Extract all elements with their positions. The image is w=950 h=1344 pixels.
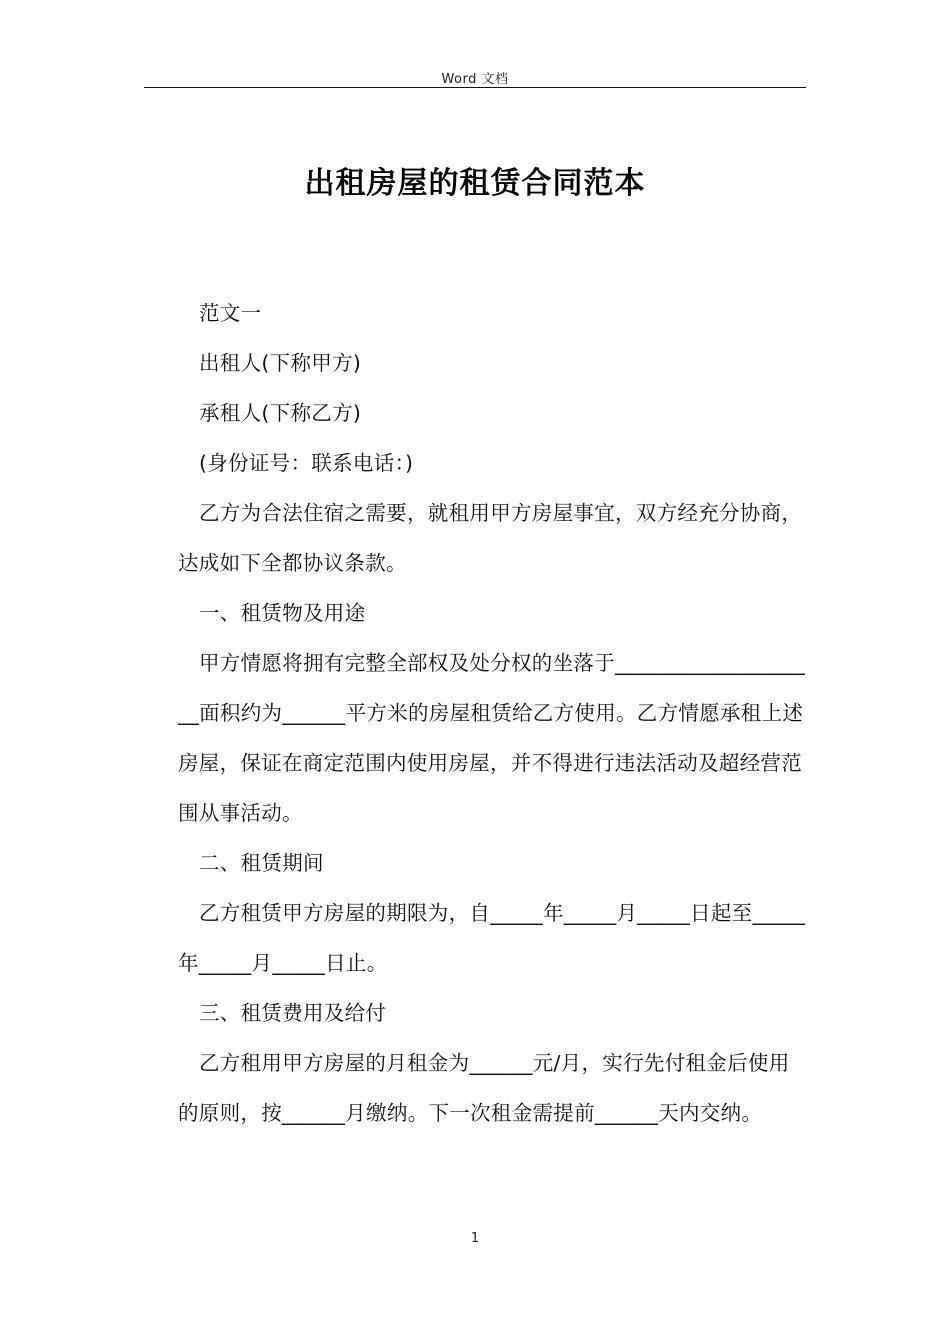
section-heading: 二、租赁期间 [199,851,324,875]
section-heading: 三、租赁费用及给付 [199,1001,387,1025]
document-title: 出租房屋的租赁合同范本 [304,166,646,201]
section-heading: 一、租赁物及用途 [199,601,366,625]
paragraph: 范文一 [199,301,262,325]
paragraph: 乙方租赁甲方房屋的期限为，自_____年_____月_____日起至_____年_____月_____日止。 [178,901,806,975]
page-header: Word 文档 [441,72,509,87]
page-number: 1 [470,1231,480,1246]
header-divider [144,87,806,88]
paragraph: 承租人(下称乙方) [199,401,362,425]
paragraph: 乙方租用甲方房屋的月租金为______元/月，实行先付租金后使用的原则，按______月缴纳。下一次租金需提前______天内交纳。 [178,1051,790,1125]
paragraph: 出租人(下称甲方) [199,351,362,375]
document-body [178,288,808,1138]
paragraph: (身份证号：联系电话：) [199,451,414,475]
paragraph: 乙方为合法住宿之需要，就租用甲方房屋事宜，双方经充分协商，达成如下全都协议条款。 [178,501,803,575]
paragraph: 甲方情愿将拥有完整全部权及处分权的坐落于____________________面积约为______平方米的房屋租赁给乙方使用。乙方情愿承租上述房屋，保证在商定范围内使用房屋，并不得进行违法活动及超经营范围从事活动。 [178,651,805,825]
